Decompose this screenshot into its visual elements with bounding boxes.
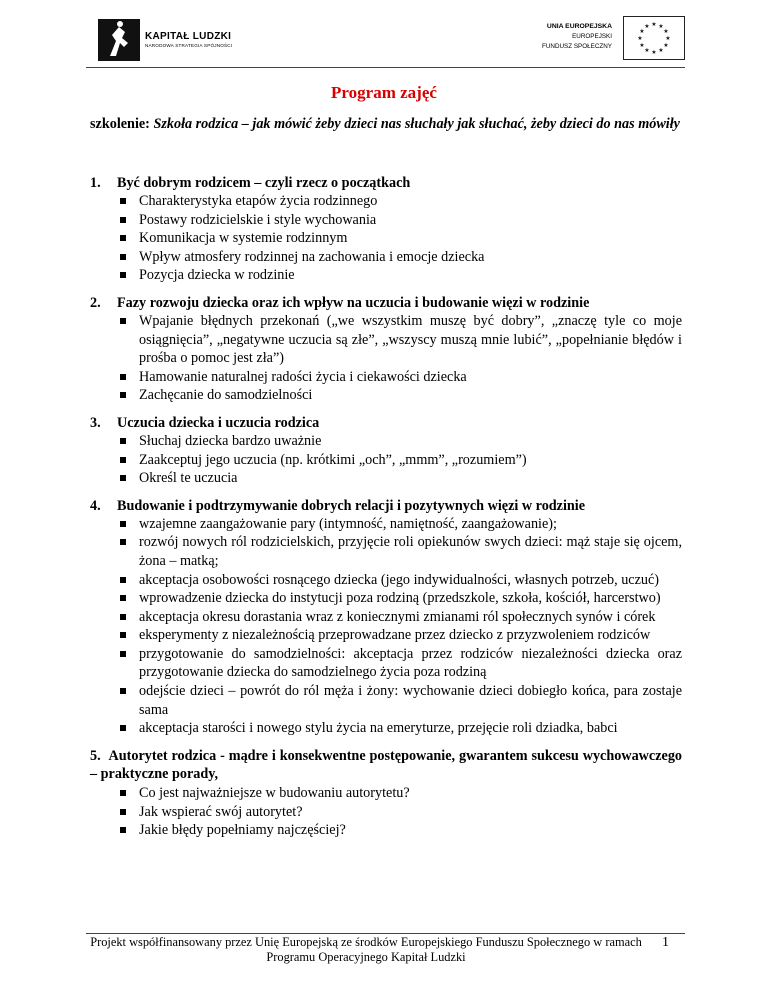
list-item — [117, 682, 682, 719]
bullet-icon — [120, 827, 126, 833]
svg-text:★: ★ — [665, 35, 671, 42]
kapital-ludzki-logo — [95, 16, 275, 64]
list-item-text: rozwój nowych ról rodzicielskich, przyjęcie roli opiekunów swych dzieci: mąż staje się ojcem, żona – matką; — [139, 534, 682, 569]
section-heading: Uczucia dziecka i uczucia rodzica — [117, 414, 320, 431]
kapital-ludzki-emblem-icon — [95, 16, 143, 64]
list-item-text: Jakie błędy popełniamy najczęściej? — [139, 822, 346, 839]
svg-text:★: ★ — [651, 49, 657, 56]
bullet-icon — [120, 374, 126, 380]
bullet-icon — [120, 521, 126, 527]
list-item-text: wzajemne zaangażowanie pary (intymność, namiętność, zaangażowanie); — [139, 515, 557, 532]
section-heading — [90, 747, 682, 784]
svg-text:★: ★ — [644, 47, 650, 54]
program-content — [90, 174, 682, 849]
svg-text:★: ★ — [663, 28, 669, 35]
list-item-text: Zaakceptuj jego uczucia (np. krótkimi „och”, „mmm”, „rozumiem”) — [139, 451, 527, 468]
page-title: Program zajęć — [331, 83, 437, 102]
bullet-icon — [120, 790, 126, 796]
bullet-icon — [120, 539, 126, 545]
bullet-icon — [120, 577, 126, 583]
subtitle-prefix: szkolenie: — [90, 116, 154, 132]
bullet-icon — [120, 688, 126, 694]
list-item-text: Jak wspierać swój autorytet? — [139, 803, 303, 820]
section-heading: Budowanie i podtrzymywanie dobrych relacji i pozytywnych więzi w rodzinie — [117, 497, 586, 514]
list-item-text: Hamowanie naturalnej radości życia i ciekawości dziecka — [139, 368, 467, 385]
list-item — [117, 266, 682, 285]
footer-text: Projekt współfinansowany przez Unię Europejską ze środków Europejskiego Funduszu Społecznego w ramach Programu Operacyjnego Kapitał Ludzki — [90, 935, 642, 964]
list-item-text: Co jest najważniejsze w budowaniu autorytetu? — [139, 785, 410, 802]
section-number: 3. — [90, 414, 101, 431]
section-heading: Być dobrym rodzicem – czyli rzecz o początkach — [117, 175, 411, 191]
eu-line-1: UNIA EUROPEJSKA — [546, 23, 612, 30]
list-item — [117, 719, 682, 738]
list-item — [117, 451, 682, 470]
list-item — [117, 368, 682, 387]
list-item — [117, 608, 682, 627]
svg-text:★: ★ — [651, 21, 657, 28]
logo-name: KAPITAŁ LUDZKI — [145, 31, 232, 42]
bullet-icon — [120, 457, 126, 463]
svg-text:★: ★ — [644, 23, 650, 30]
section-number: 5. — [90, 747, 101, 764]
eu-flag-icon — [623, 16, 685, 60]
bullet-icon — [120, 632, 126, 638]
section-number: 4. — [90, 497, 101, 514]
list-item-text: eksperymenty z niezależnością przeprowadzane przez dziecko z przyzwoleniem rodziców — [139, 627, 651, 644]
section-number: 1. — [90, 175, 101, 191]
eu-logo-text — [542, 22, 612, 52]
bullet-icon — [120, 235, 126, 241]
list-item-text: Zachęcanie do samodzielności — [139, 387, 313, 404]
bullet-icon — [120, 198, 126, 204]
section-5 — [90, 747, 682, 840]
bullet-icon — [120, 595, 126, 601]
course-name: Szkoła rodzica – jak mówić żeby dzieci nas słuchały jak słuchać, żeby dzieci do nas mówiły — [153, 116, 680, 132]
list-item — [117, 432, 682, 451]
list-item — [117, 821, 682, 840]
list-item — [117, 589, 682, 608]
list-item — [117, 533, 682, 570]
list-item-text: Określ te uczucia — [139, 470, 238, 487]
list-item — [117, 626, 682, 645]
list-item-text: przygotowanie do samodzielności: akceptacja przez rodziców niezależności dziecka oraz przygotowanie dziecka do samodzielnego życia poza rodziną — [139, 645, 682, 681]
list-item-text: odejście dzieci – powrót do ról męża i żony: wychowanie dzieci dobiegło końca, para zostaje sama — [139, 683, 682, 718]
bullet-icon — [120, 725, 126, 731]
logo-subtext: NARODOWA STRATEGIA SPÓJNOŚCI — [145, 43, 233, 48]
header-divider — [86, 67, 685, 68]
section-heading-text: Autorytet rodzica - mądre i konsekwentne postępowanie, gwarantem sukcesu wychowawczego – praktyczne porady, — [90, 747, 683, 783]
list-item — [117, 211, 682, 230]
svg-text:★: ★ — [637, 35, 643, 42]
list-item — [117, 248, 682, 267]
bullet-icon — [120, 254, 126, 260]
list-item — [117, 803, 682, 822]
list-item-text: akceptacja okresu dorastania wraz z koniecznymi zmianami ról społecznych synów i córek — [139, 608, 656, 625]
list-item-text: Wpajanie błędnych przekonań („we wszystkim muszę być dobry”, „znaczę tyle co moje osiągnięcia”, „negatywne uczucia są złe”, „wszyscy muszą mnie lubić”, „popełnianie błędów i prośba o pomoc jest zła”) — [139, 312, 682, 367]
list-item-text: Charakterystyka etapów życia rodzinnego — [139, 193, 378, 209]
footer-divider — [86, 933, 685, 934]
bullet-icon — [120, 438, 126, 444]
list-item-text: akceptacja starości i nowego stylu życia na emeryturze, przejęcie roli dziadka, babci — [139, 720, 618, 737]
page-number: 1 — [662, 935, 669, 950]
bullet-icon — [120, 272, 126, 278]
svg-text:★: ★ — [658, 23, 664, 30]
svg-text:★: ★ — [639, 42, 645, 49]
svg-text:★: ★ — [639, 28, 645, 35]
list-item — [117, 469, 682, 488]
bullet-icon — [120, 809, 126, 815]
list-item-text: akceptacja osobowości rosnącego dziecka (jego indywidualności, własnych potrzeb, uczuć) — [139, 571, 660, 588]
list-item-text: Słuchaj dziecka bardzo uważnie — [139, 432, 322, 449]
bullet-icon — [120, 318, 126, 324]
section-2 — [90, 294, 682, 405]
bullet-icon — [120, 475, 126, 481]
section-heading: Fazy rozwoju dziecka oraz ich wpływ na uczucia i budowanie więzi w rodzinie — [117, 294, 590, 311]
list-item-text: Pozycja dziecka w rodzinie — [139, 267, 295, 284]
svg-text:★: ★ — [663, 42, 669, 49]
bullet-icon — [120, 217, 126, 223]
list-item — [117, 192, 682, 211]
bullet-icon — [120, 651, 126, 657]
list-item — [117, 515, 682, 534]
list-item-text: wprowadzenie dziecka do instytucji poza rodziną (przedszkole, szkoła, kościół, harcerstwo) — [139, 590, 661, 607]
svg-text:★: ★ — [658, 47, 664, 54]
eu-line-3: FUNDUSZ SPOŁECZNY — [542, 43, 612, 50]
bullet-icon — [120, 392, 126, 398]
eu-line-2: EUROPEJSKI — [572, 33, 612, 40]
list-item — [117, 229, 682, 248]
list-item-text: Postawy rodzicielskie i style wychowania — [139, 211, 377, 228]
page-header — [95, 12, 685, 68]
section-4 — [90, 497, 682, 738]
list-item — [117, 645, 682, 682]
list-item — [117, 386, 682, 405]
section-3 — [90, 414, 682, 488]
bullet-icon — [120, 614, 126, 620]
list-item-text: Wpływ atmosfery rodzinnej na zachowania i emocje dziecka — [139, 248, 485, 265]
section-1 — [90, 174, 682, 285]
list-item-text: Komunikacja w systemie rodzinnym — [139, 230, 348, 247]
list-item — [117, 312, 682, 368]
list-item — [117, 784, 682, 803]
section-number: 2. — [90, 294, 101, 311]
subtitle — [90, 115, 680, 133]
list-item — [117, 571, 682, 590]
